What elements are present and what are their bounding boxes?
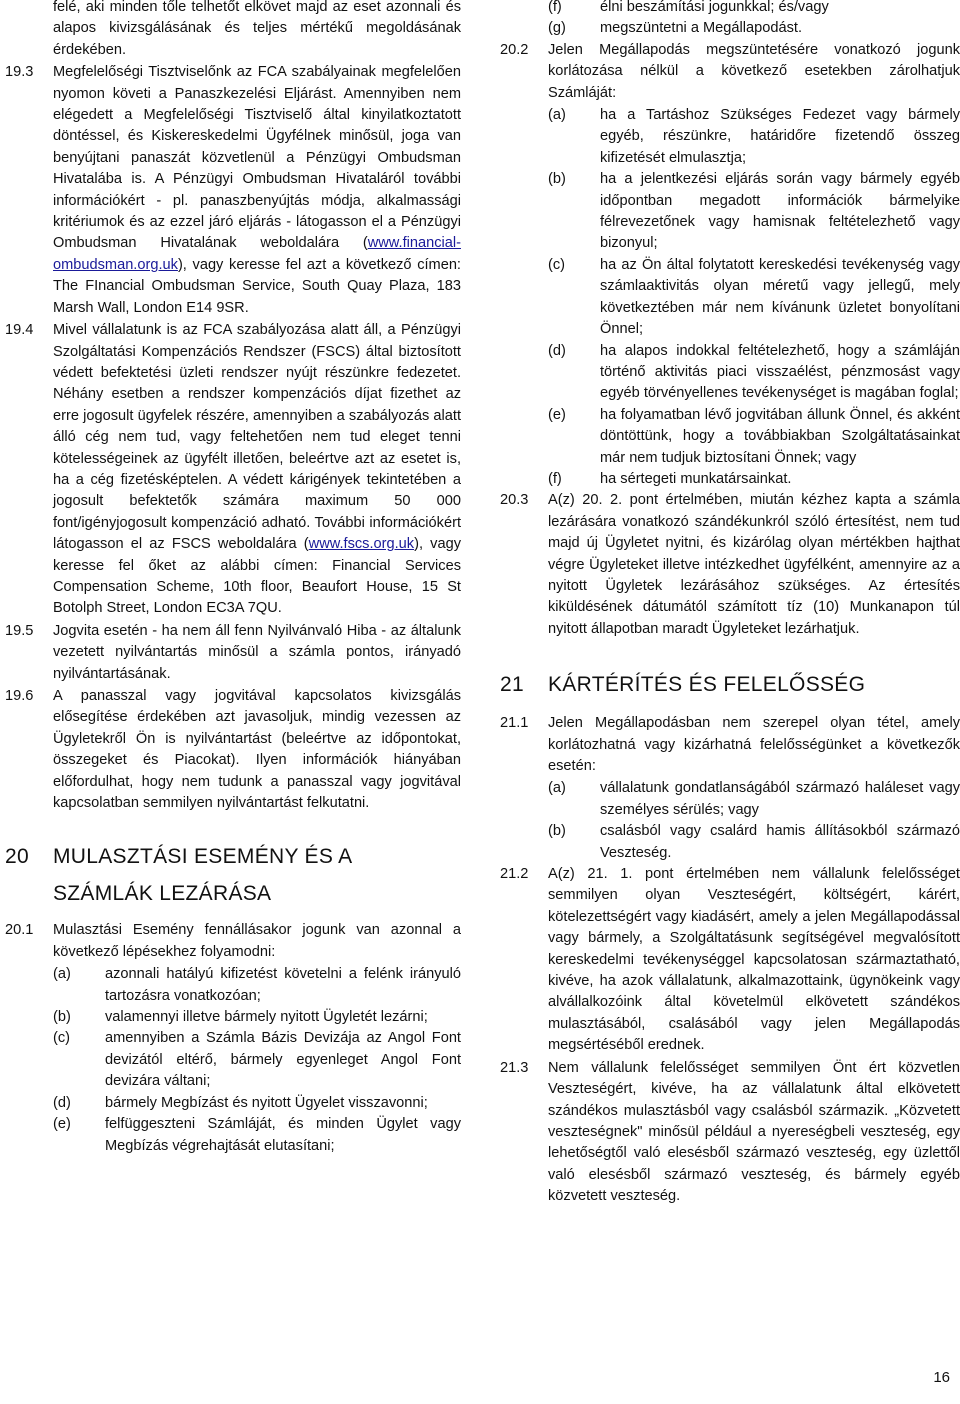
section-title-line-2: SZÁMLÁK LEZÁRÁSA: [53, 882, 272, 906]
item-text: azonnali hatályú kifizetést követelni a felénk irányuló tartozásra vonatkozóan;: [105, 966, 461, 1004]
paragraph-number: 21.2: [500, 866, 529, 883]
paragraph-number: 21.1: [500, 715, 529, 732]
item-label: (f): [548, 470, 562, 487]
item-text: felfüggeszteni Számláját, és minden Ügylet vagy Megbízás végrehajtását elutasítani;: [105, 1116, 461, 1154]
paragraph-text: Jogvita esetén - ha nem áll fenn Nyilvánvaló Hiba - az általunk vezetett nyilvántartás minősül a számla pontos, irányadó nyilvántartásának.: [53, 622, 461, 682]
paragraph-number: 19.3: [5, 64, 34, 81]
list-item: [500, 105, 960, 169]
paragraph-19-2-tail: [5, 0, 461, 61]
paragraph-21-2: [500, 864, 960, 1057]
paragraph-number: 19.5: [5, 622, 34, 639]
list-item: [500, 18, 960, 39]
item-text: csalásból vagy csalárd hamis állításokból származó Veszteség.: [600, 823, 960, 861]
item-label: (c): [53, 1030, 71, 1047]
item-text: megszüntetni a Megállapodást.: [600, 20, 803, 37]
paragraph-text: Jelen Megállapodásban nem szerepel olyan tétel, amely korlátozhatná vagy kizárhatná felelősségünket a következők esetén:: [548, 715, 960, 774]
item-text: vállalatunk gondatlanságából származó haláleset vagy személyes sérülés; vagy: [600, 780, 960, 818]
item-label: (e): [548, 406, 566, 423]
list-item: [5, 1028, 461, 1092]
paragraph-text: Mivel vállalatunk is az FCA szabályozása alatt áll, a Pénzügyi Szolgáltatási Kompenzációs Rendszer (FSCS) által biztosított védett befektetési üzleti rendszer nyújt részünkre fedezetet. Néhány esetben a rendszer kompenzációs díjat fizethet az erre jogosult ügyfelek részére, amennyiben a szabályozás alatt álló cég nem tud, vagy feltehetően nem tud eleget tenni kötelességeinek az ügyfélt illetően, beleértve azt az esetet is, ha a cég fizetésképtelen. A védett kárigények tekintetében a jogosult befektetők számára maximum 50 000 font/igényjogosult kompenzáció adható. További információkért látogasson el az FSCS weboldalára (: [53, 322, 461, 553]
right-column: [500, 0, 960, 1209]
list-item: [500, 405, 960, 469]
paragraph-19-5: [5, 621, 461, 685]
section-heading-21: [500, 666, 960, 703]
section-heading-20: [5, 838, 461, 912]
list-item: [500, 0, 960, 18]
paragraph-text: Nem vállalunk felelősséget semmilyen Önt ért közvetlen Veszteségért, kivéve, ha az vállalatunk által elkövetett szándékos mulasztásból vagy csalásból származik. „Közvetett veszteségnek" minősül például a nyereségbeli veszteség, egy lehetőségtől való elesésből származó veszteség, egy üzlettől való elesésből származó veszteség, és bármely egyéb közvetett veszteség.: [548, 1059, 960, 1205]
paragraph-number: 20.2: [500, 41, 529, 58]
financial-ombudsman-link[interactable]: www.financial-ombudsman.org.uk: [53, 235, 461, 273]
item-text: bármely Megbízást és nyitott Ügyelet visszavonni;: [105, 1094, 428, 1111]
paragraph-text-cont: ), vagy keresse fel őket az alábbi címen: Financial Services Compensation Scheme, 10th floor, Beaufort House, 15 St Botolph Street, London EC3A 7QU.: [53, 536, 461, 617]
section-number: 20: [5, 845, 29, 869]
paragraph-20-1: [5, 920, 461, 963]
paragraph-21-1: [500, 713, 960, 777]
item-label: (a): [548, 107, 566, 124]
list-item: [500, 255, 960, 341]
paragraph-text: Mulasztási Esemény fennállásakor jogunk van azonnal a következő lépésekhez folyamodni:: [53, 922, 461, 960]
list-item: [500, 821, 960, 864]
section-number: 21: [500, 673, 524, 697]
list-item: [500, 169, 960, 255]
paragraph-21-3: [500, 1058, 960, 1208]
paragraph-20-3: [500, 490, 960, 640]
paragraph-19-4: [5, 320, 461, 620]
item-label: (b): [548, 171, 566, 188]
paragraph-19-3: [5, 62, 461, 319]
paragraph-text: felé, aki minden tőle telhetőt elkövet majd az eset azonnali és alapos kivizsgálásának és teljes mértékű megoldásának érdekében.: [53, 0, 461, 58]
paragraph-number: 21.3: [500, 1059, 529, 1076]
paragraph-text: Megfelelőségi Tisztviselőnk az FCA szabályainak megfelelően nyomon követi a Panaszkezelési Eljárást. Amennyiben nem elégedett a Megfelelőségi Tisztviselő által kinyilatkoztatott döntéssel, és Kiskereskedelmi Ügyfélnek minősül, joga van benyújtani panaszát közvetlenül a Pénzügyi Ombudsman Hivatalába is. A Pénzügyi Ombudsman Hivataláról további információkért - pl. panaszbenyújtás módja, alkalmassági kritériumok és az ezzel járó eljárás - látogasson el a Pénzügyi Ombudsman Hivatalának weboldalára (: [53, 64, 461, 252]
item-text: élni beszámítási jogunkkal; és/vagy: [600, 0, 829, 15]
item-label: (g): [548, 20, 566, 37]
item-text: ha folyamatban lévő jogvitában állunk Önnel, és akként döntöttünk, hogy a továbbiakban Szolgáltatásainkat már nem tudjuk biztosítani Önnek; vagy: [600, 406, 960, 466]
item-label: (f): [548, 0, 562, 15]
list-item: [5, 964, 461, 1007]
paragraph-number: 19.6: [5, 688, 34, 704]
item-text: ha alapos indokkal feltételezhető, hogy a számláján történő aktivitás piaci visszaélést, pénzmosást vagy egyéb törvényellenes tevékenységet is magában foglal;: [600, 342, 960, 402]
item-label: (a): [53, 966, 71, 983]
item-label: (d): [53, 1094, 71, 1111]
item-text: ha sértegeti munkatársainkat.: [600, 470, 792, 487]
item-label: (c): [548, 256, 566, 273]
paragraph-text: A(z) 20. 2. pont értelmében, miután kézhez kapta a számla lezárására vonatkozó szándékunkról szóló értesítést, nem tud majd új Ügyletet nyitni, és kizárólag olyan mértékben hajthat végre Ügyleteket illetve intézkedhet ügyfélként, amennyire az a nyitott Ügyletek lezárásához szükséges. Az értesítés kiküldésének dátumától számított tíz (10) Munkanapon túl nyitott állapotban maradt Ügyleteket lezárhatjuk.: [548, 492, 960, 637]
item-label: (b): [53, 1009, 71, 1026]
item-label: (a): [548, 780, 566, 797]
section-title-line-1: MULASZTÁSI ESEMÉNY ÉS A: [53, 845, 353, 869]
item-text: amennyiben a Számla Bázis Devizája az Angol Font devizától eltérő, bármely egyenleget Angol Font devizára váltani;: [105, 1030, 461, 1090]
paragraph-19-6: [5, 686, 461, 814]
paragraph-number: 20.1: [5, 922, 34, 939]
list-item: [500, 778, 960, 821]
item-label: (d): [548, 342, 566, 359]
item-text: ha az Ön által folytatott kereskedési tevékenység vagy számlaaktivitás olyan méretű vagy jellegű, mely következtében már nem kívánunk üzletet bonyolítani Önnel;: [600, 256, 960, 338]
paragraph-text: Jelen Megállapodás megszüntetésére vonatkozó jogunk korlátozása nélkül a következő esetekben zárolhatjuk Számláját:: [548, 41, 960, 101]
item-text: valamennyi illetve bármely nyitott Ügyletét lezárni;: [105, 1009, 428, 1026]
page-number: 16: [933, 1369, 950, 1386]
left-column: [5, 0, 461, 1157]
fscs-link[interactable]: www.fscs.org.uk: [308, 536, 415, 553]
list-item: [5, 1093, 461, 1114]
item-text: ha a Tartáshoz Szükséges Fedezet vagy bármely egyéb, részünkre, határidőre fizetendő összeg kifizetését elmulasztja;: [600, 107, 960, 166]
list-item: [500, 469, 960, 490]
paragraph-20-2: [500, 40, 960, 104]
item-text: ha a jelentkezési eljárás során vagy bármely egyéb időpontban megadott információk bármelyike félrevezetőnek vagy hamisnak feltételezhető vagy bizonyul;: [600, 171, 960, 252]
list-item: [500, 341, 960, 405]
paragraph-text-cont: ), vagy keresse fel azt a következő címen: The FInancial Ombudsman Service, South Quay Plaza, 183 Marsh Wall, London E14 9SR.: [53, 256, 461, 316]
item-label: (b): [548, 823, 566, 840]
list-item: [5, 1007, 461, 1028]
list-item: [5, 1114, 461, 1157]
paragraph-number: 20.3: [500, 492, 529, 509]
section-title: KÁRTÉRÍTÉS ÉS FELELŐSSÉG: [548, 673, 866, 697]
paragraph-text: A panasszal vagy jogvitával kapcsolatos kivizsgálás elősegítése érdekében azt javasoljuk, mindig vezessen az Ügyletekről Ön is nyilvántartást (beleértve az időpontokat, összegeket és Piacokat). Ilyen információk hiányában előfordulhat, hogy nem tudunk a panasszal vagy jogvitával kapcsolatban semmilyen nyilvántartást felkutatni.: [53, 688, 461, 812]
item-label: (e): [53, 1116, 71, 1133]
paragraph-number: 19.4: [5, 322, 34, 339]
paragraph-text: A(z) 21. 1. pont értelmében nem vállalunk felelősséget semmilyen olyan Veszteségért, költségért, kárért, kötelezettségért vagy kiadásért, amely a jelen Megállapodással vagy bármely, a Szolgáltatásunk segítségével megvalósított kereskedelmi tevékenységgel kapcsolatosan származtatható, kivéve, ha azok vállalatunk, alkalmazottaink, ügynökeink vagy alvállalkozóink által követelmül elkövetett szándékos mulasztásából, csalásából vagy jelen Megállapodás megsértéséből erednek.: [548, 866, 960, 1054]
